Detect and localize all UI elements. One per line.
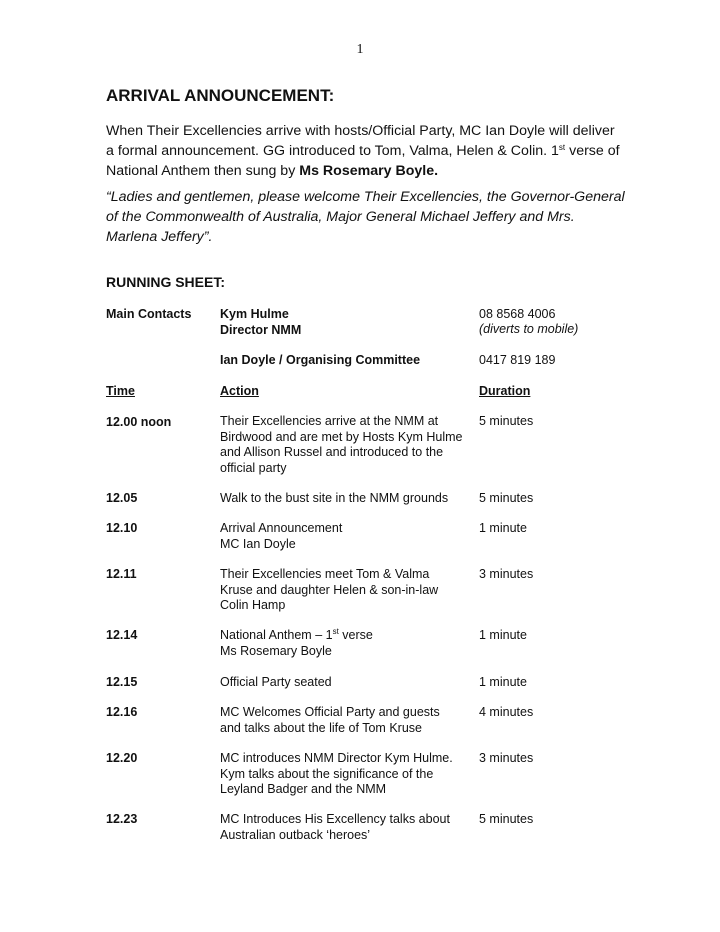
row-time: 12.23 bbox=[106, 812, 138, 826]
row-duration: 5 minutes bbox=[479, 491, 534, 505]
row-time: 12.20 bbox=[106, 751, 138, 765]
row-action: Their Excellencies arrive at the NMM at Birdwood and are met by Hosts Kym Hulme and Allison Russel and introduced to the official party bbox=[220, 414, 463, 475]
row-time: 12.15 bbox=[106, 675, 138, 689]
row-action: MC Introduces His Excellency talks about Australian outback ‘heroes’ bbox=[220, 812, 450, 842]
arrival-sup: st bbox=[558, 143, 566, 152]
row-action-line2: Ms Rosemary Boyle bbox=[220, 644, 332, 658]
row-duration: 1 minute bbox=[479, 628, 527, 642]
row-action: Walk to the bust site in the NMM grounds bbox=[220, 491, 449, 505]
col-action-header: Action bbox=[220, 384, 259, 398]
arrival-heading: ARRIVAL ANNOUNCEMENT: bbox=[106, 86, 335, 105]
row-duration: 3 minutes bbox=[479, 567, 534, 581]
running-sheet-heading: RUNNING SHEET: bbox=[106, 274, 226, 290]
arrival-text-2: verse of National Anthem then sung by bbox=[106, 143, 620, 179]
row-action bbox=[220, 628, 472, 644]
row-action-text: National Anthem – 1 bbox=[220, 628, 333, 642]
announcement-quote: “Ladies and gentlemen, please welcome Their Excellencies, the Governor-General of the Commonwealth of Australia, Major General Michael Jeffery and Mrs. Marlena Jeffery”. bbox=[106, 189, 625, 245]
singer-name: Ms Rosemary Boyle. bbox=[299, 163, 439, 179]
row-time: 12.10 bbox=[106, 521, 138, 535]
row-action-line2: MC Ian Doyle bbox=[220, 537, 296, 551]
contact2-name: Ian Doyle / Organising Committee bbox=[220, 353, 421, 367]
row-time: 12.14 bbox=[106, 628, 138, 642]
row-time: 12.16 bbox=[106, 705, 138, 719]
contact2-phone: 0417 819 189 bbox=[479, 353, 556, 367]
contact1-role: Director NMM bbox=[220, 323, 302, 337]
col-time-header: Time bbox=[106, 384, 135, 398]
row-time: 12.05 bbox=[106, 491, 138, 505]
row-action-sup: st bbox=[332, 627, 339, 636]
row-action-tail: verse bbox=[338, 628, 373, 642]
row-time: 12.00 noon bbox=[106, 415, 172, 429]
row-action: MC introduces NMM Director Kym Hulme. Kym talks about the significance of the Leyland Badger and the NMM bbox=[220, 751, 453, 796]
page-number: 1 bbox=[356, 42, 364, 57]
contact1-phone: 08 8568 4006 bbox=[479, 307, 556, 321]
row-time: 12.11 bbox=[106, 567, 137, 581]
arrival-paragraph bbox=[106, 121, 626, 181]
row-duration: 4 minutes bbox=[479, 705, 534, 719]
contact1-note: (diverts to mobile) bbox=[479, 322, 579, 336]
contact1-name: Kym Hulme bbox=[220, 307, 289, 321]
row-action: MC Welcomes Official Party and guests and talks about the life of Tom Kruse bbox=[220, 705, 440, 735]
row-duration: 1 minute bbox=[479, 521, 527, 535]
row-duration: 5 minutes bbox=[479, 812, 534, 826]
row-action: Official Party seated bbox=[220, 675, 332, 689]
row-action: Their Excellencies meet Tom & Valma Kruse and daughter Helen & son-in-law Colin Hamp bbox=[220, 567, 439, 612]
row-duration: 3 minutes bbox=[479, 751, 534, 765]
main-contacts-label: Main Contacts bbox=[106, 307, 192, 321]
arrival-text: When Their Excellencies arrive with hosts/Official Party, MC Ian Doyle will deliver a formal announcement. GG introduced to Tom, Valma, Helen & Colin. 1 bbox=[106, 123, 615, 159]
row-duration: 1 minute bbox=[479, 675, 527, 689]
row-duration: 5 minutes bbox=[479, 414, 534, 428]
col-duration-header: Duration bbox=[479, 384, 531, 398]
row-action: Arrival Announcement bbox=[220, 521, 343, 535]
